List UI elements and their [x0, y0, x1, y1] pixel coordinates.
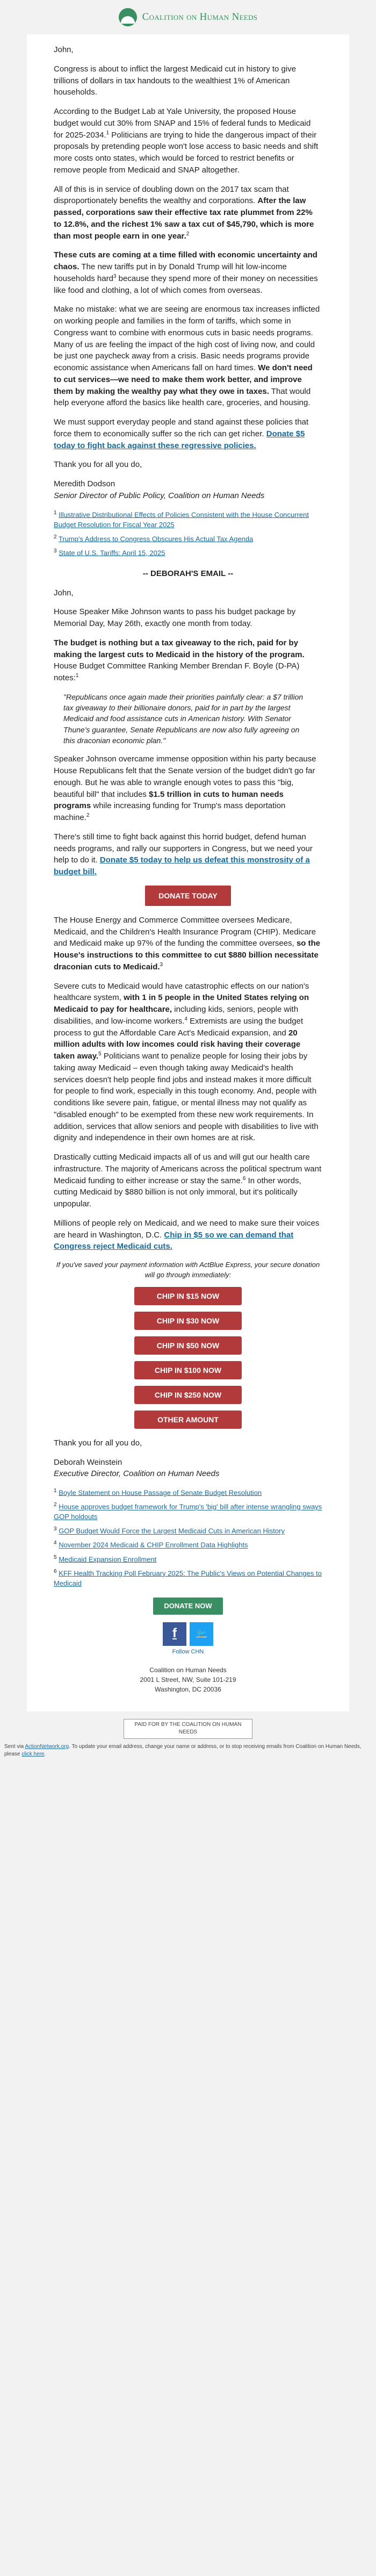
footnote-link[interactable]: Boyle Statement on House Passage of Senate Budget Resolution [59, 1488, 262, 1497]
footnote: $^3$ GOP Budget Would Force the Largest Medicaid Cuts in American History [54, 1526, 285, 1535]
unsubscribe-link[interactable]: click here [21, 1751, 45, 1758]
chip-in-100-button[interactable]: CHIP IN $100 NOW [134, 1361, 242, 1379]
footnote-link[interactable]: Illustrative Distributional Effects of Policies Consistent with the House Concurrent Budget Resolution for Fiscal Year 2025 [54, 510, 309, 529]
paragraph: Severe cuts to Medicaid would have catastrophic effects on our nation's healthcare system, with 1 in 5 people in the United States relying on Medicaid to pay for healthcare, including kids, seniors, people with disabilities, and low-income workers.$^4$ Extremists are using the budget process to gut the Affordable Care Act's Medicaid expansion, and 20 million adults with low incomes could risk having their coverage taken away.$^5$ Politicians want to penalize people for losing their jobs by taking away Medicaid – even though taking away Medicaid's health services doesn't help people find jobs and instead makes it more difficult for people to find work, especially in this tough economy. And, people with conditions like severe pain, fatigue, or mental illness may not qualify as "disabled enough" to be exempted from these new work requirements. In addition, services that allow seniors and people with disabilities to live with dignity and independence in their own homes are at risk. [54, 981, 319, 1143]
paragraph: Congress is about to inflict the largest Medicaid cut in history to give trillions of dollars in tax handouts to the wealthiest 1% of American households. [54, 64, 297, 97]
signature-title: Senior Director of Public Policy, Coalition on Human Needs [54, 491, 265, 500]
paragraph: These cuts are coming at a time filled with economic uncertainty and chaos. The new tariffs put in by Donald Trump will hit low-income households hard$^3$ because they spend more of their money on necessities like food and clothing, a lot of which comes from overseas. [54, 250, 318, 295]
signoff: Thank you for all you do, [54, 460, 142, 470]
donate-link[interactable]: Donate $5 today to help us defeat this monstrosity of a budget bill. [54, 855, 310, 877]
paragraph: House Speaker Mike Johnson wants to pass his budget package by Memorial Day, May 26th, exactly one month from today. [54, 607, 296, 629]
donate-link[interactable]: Chip in $5 so we can demand that Congress reject Medicaid cuts. [54, 1230, 294, 1251]
social-links [54, 1622, 322, 1646]
paragraph: There's still time to fight back against this horrid budget, defend human needs programs, and rally our supporters in Congress, but we need your help to do it. Donate $5 today to help us defeat this monstrosity of a budget bill. [54, 832, 313, 877]
footnote-link[interactable]: KFF Health Tracking Poll February 2025: The Public's Views on Potential Changes to Medicaid [54, 1569, 322, 1587]
facebook-icon[interactable]: f [163, 1622, 186, 1646]
chip-in-250-button[interactable]: CHIP IN $250 NOW [134, 1386, 242, 1404]
paragraph: Speaker Johnson overcame immense opposition within his party because House Republicans felt that the Senate version of the budget didn't go far enough. But he was able to wrangle enough votes to pass this "big, beautiful bill" that includes $1.5 trillion in cuts to human needs programs while increasing funding for Trump's mass deportation machine.$^2$ [54, 754, 316, 823]
chn-logo-icon [119, 8, 137, 26]
footnote: $^2$ House approves budget framework for Trump's 'big' bill after intense wrangling sways GOP holdouts [54, 1502, 322, 1521]
greeting: John, [54, 45, 74, 54]
paid-for-disclaimer: PAID FOR BY THE COALITION ON HUMAN NEEDS [124, 1719, 252, 1739]
footnote: $^5$ Medicaid Expansion Enrollment [54, 1554, 157, 1563]
paragraph: The House Energy and Commerce Committee oversees Medicare, Medicaid, and the Children's Health Insurance Program (CHIP). Medicare and Medicaid make up 97% of the funding the committee oversees, so the House's instructions to this committee to cut $880 billion necessitate draconian cuts to Medicaid.$^3$ [54, 915, 321, 972]
signature-name: Meredith Dodson [54, 479, 115, 488]
footnote: $^3$ State of U.S. Tariffs: April 15, 2025 [54, 548, 165, 557]
signature-title: Executive Director, Coalition on Human Needs [54, 1469, 220, 1479]
twitter-icon[interactable]: 🐦 [190, 1622, 213, 1646]
email-body [27, 34, 349, 1711]
org-logo-text: Coalition on Human Needs [142, 11, 258, 23]
paragraph: All of this is in service of doubling down on the 2017 tax scam that disproportionately benefits the wealthy and corporations. After the law passed, corporations saw their effective tax rate plummet from 22% to 12.8%, and the richest 1% saw a tax cut of $45,790, which is more than most people earn in one year.$^2$ [54, 184, 314, 241]
chip-in-50-button[interactable]: CHIP IN $50 NOW [134, 1336, 242, 1355]
footnote: $^4$ November 2024 Medicaid & CHIP Enrollment Data Highlights [54, 1540, 248, 1549]
paragraph: According to the Budget Lab at Yale University, the proposed House budget would cut 30% from SNAP and 15% of federal funds to Medicaid for 2025-2034.$^1$ Politicians are trying to hide the dangerous impact of their proposals by pretending people won't lose access to basic needs and shift more costs onto states, which would be forced to restrict benefits or remove people from Medicaid and SNAP altogether. [54, 107, 319, 175]
footnote-link[interactable]: Trump's Address to Congress Obscures His Actual Tax Agenda [58, 534, 254, 543]
footnote-link[interactable]: November 2024 Medicaid & CHIP Enrollment Data Highlights [59, 1541, 248, 1549]
footnote: $^1$ Boyle Statement on House Passage of Senate Budget Resolution [54, 1488, 262, 1497]
signature-name: Deborah Weinstein [54, 1457, 122, 1467]
paragraph: Make no mistake: what we are seeing are enormous tax increases inflicted on working people and families in the form of tariffs, which some in Congress want to combine with enormous cuts in basic needs programs. Many of us are feeling the impact of the high cost of living now, and could be just one paycheck away from a crisis. Basic needs programs provide economic assistance when Americans fall on hard times. We don't need to cut services—we need to make them work better, and improve them by making the wealthy pay what they owe in taxes. That would help everyone afford the basics like health care, groceries, and housing. [54, 305, 320, 408]
paragraph: Millions of people rely on Medicaid, and we need to make sure their voices are heard in Washington, D.C. Chip in $5 so we can demand that Congress reject Medicaid cuts. [54, 1218, 320, 1251]
email-divider: -- DEBORAH'S EMAIL -- [142, 569, 234, 578]
donate-today-button[interactable]: DONATE TODAY [145, 886, 231, 906]
chip-in-30-button[interactable]: CHIP IN $30 NOW [134, 1312, 242, 1330]
footnote-link[interactable]: GOP Budget Would Force the Largest Medicaid Cuts in American History [59, 1527, 285, 1535]
donate-link[interactable]: Donate $5 today to fight back against these regressive policies. [54, 429, 305, 450]
actblue-note: If you've saved your payment information with ActBlue Express, your secure donation will go through immediately: [56, 1261, 320, 1279]
footnote: $^6$ KFF Health Tracking Poll February 2025: The Public's Views on Potential Changes to Medicaid [54, 1568, 322, 1587]
quote: "Republicans once again made their priorities painfully clear: a $7 trillion tax giveaway to their billionaire donors, paid for in part by the largest Medicaid and food assistance cuts in American history. With Senator Thune's guarantee, Senate Republicans are now also fully agreeing on this draconian economic plan." [63, 692, 303, 745]
paragraph: The budget is nothing but a tax giveaway to the rich, paid for by making the largest cuts to Medicaid in the history of the program. House Budget Committee Ranking Member Brendan F. Boyle (D-PA) notes:$^1$ [54, 638, 305, 683]
org-address: Coalition on Human Needs 2001 L Street, NW, Suite 101-219 Washington, DC 20036 [140, 1666, 236, 1693]
footnote: $^1$ Illustrative Distributional Effects of Policies Consistent with the House Concurrent Budget Resolution for Fiscal Year 2025 [54, 509, 309, 529]
donate-now-button[interactable]: DONATE NOW [153, 1598, 223, 1615]
other-amount-button[interactable]: OTHER AMOUNT [134, 1411, 242, 1429]
paragraph: Drastically cutting Medicaid impacts all of us and will gut our health care infrastructure. The majority of Americans across the political spectrum want Medicaid funding to either increase or stay the same.$^6$ In other words, cutting Medicaid by $880 billion is not only immoral, but it's politically unpopular. [54, 1153, 322, 1209]
footnote-link[interactable]: Medicaid Expansion Enrollment [59, 1555, 157, 1563]
greeting: John, [54, 588, 74, 598]
footnote-link[interactable]: State of U.S. Tariffs: April 15, 2025 [59, 549, 165, 557]
paragraph: We must support everyday people and stand against these policies that force them to economically suffer so the rich can get richer. Donate $5 today to fight back against these regressive policies. [54, 418, 309, 450]
unsubscribe-footer: Sent via ActionNetwork.org. To update your email address, change your name or address, or to stop receiving emails from Coalition on Human Needs, please click here. [4, 1743, 361, 1758]
email-header [0, 0, 376, 34]
footnote-link[interactable]: House approves budget framework for Trump's 'big' bill after intense wrangling sways GOP holdouts [54, 1502, 322, 1521]
chip-in-15-button[interactable]: CHIP IN $15 NOW [134, 1287, 242, 1305]
signoff: Thank you for all you do, [54, 1438, 142, 1448]
footnote: $^2$ Trump's Address to Congress Obscures His Actual Tax Agenda [54, 534, 254, 543]
follow-link[interactable]: Follow CHN [172, 1648, 204, 1655]
actionnetwork-link[interactable]: ActionNetwork.org [25, 1743, 69, 1750]
